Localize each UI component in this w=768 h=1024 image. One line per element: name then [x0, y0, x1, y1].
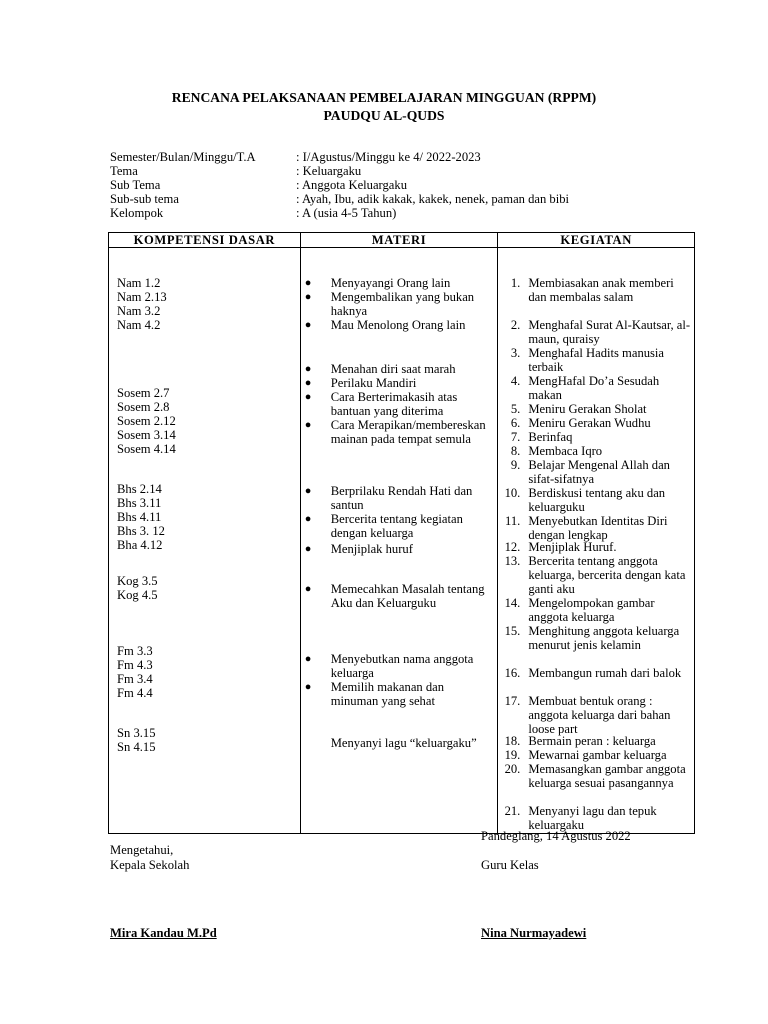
kegiatan-text: Menyanyi lagu dan tepuk keluargaku [528, 804, 657, 832]
bullet-icon: ● [304, 319, 312, 331]
kegiatan-number: 8. [510, 444, 521, 458]
materi-text: Mengembalikan yang bukan haknya [330, 290, 475, 318]
header-kegiatan: KEGIATAN [498, 233, 695, 248]
info-value: : Keluargaku [296, 164, 362, 178]
bullet-icon: ● [304, 681, 312, 693]
kegiatan-number: 7. [510, 430, 521, 444]
kegiatan-text: Meniru Gerakan Wudhu [528, 416, 651, 430]
kegiatan-text: Bercerita tentang anggota keluarga, bercerita dengan kata ganti aku [528, 554, 686, 596]
kegiatan-text: Berinfaq [528, 430, 573, 444]
kegiatan-text: Membangun rumah dari balok [528, 666, 682, 680]
kegiatan-text: Menghafal Hadits manusia terbaik [528, 346, 665, 374]
header-materi: MATERI [300, 233, 498, 248]
kegiatan-number: 6. [510, 416, 521, 430]
kegiatan-text: Belajar Mengenal Allah dan sifat-sifatnya [528, 458, 670, 486]
kd-item: Sosem 2.12 [117, 414, 176, 428]
info-value: : I/Agustus/Minggu ke 4/ 2022-2023 [296, 150, 481, 164]
kegiatan-text: Memasangkan gambar anggota keluarga sesuai pasangannya [528, 762, 686, 790]
materi-text: Memilih makanan dan minuman yang sehat [330, 680, 445, 708]
kegiatan-number: 11. [505, 514, 521, 528]
kegiatan-text: Meniru Gerakan Sholat [528, 402, 647, 416]
materi-text: Menyanyi lagu “keluargaku” [330, 736, 477, 750]
materi-text: Cara Merapikan/membereskan mainan pada tempat semula [330, 418, 486, 446]
kd-item: Sosem 2.7 [117, 386, 170, 400]
kd-item: Nam 4.2 [117, 318, 161, 332]
kegiatan-number: 4. [510, 374, 521, 388]
kd-item: Sn 4.15 [117, 740, 156, 754]
kegiatan-text: Bermain peran : keluarga [528, 734, 656, 748]
kd-item: Bhs 3. 12 [117, 524, 165, 538]
kegiatan-number: 9. [510, 458, 521, 472]
bullet-icon: ● [304, 277, 312, 289]
info-key: Semester/Bulan/Minggu/T.A [110, 150, 256, 164]
bullet-icon: ● [304, 583, 312, 595]
materi-text: Cara Berterimakasih atas bantuan yang diterima [330, 390, 458, 418]
kegiatan-number: 3. [510, 346, 521, 360]
kegiatan-number: 16. [504, 666, 521, 680]
kd-cell [109, 248, 301, 834]
bullet-icon: ● [304, 419, 312, 431]
kegiatan-text: Membuat bentuk orang : anggota keluarga dari bahan loose part [528, 694, 671, 736]
info-key: Tema [110, 164, 138, 178]
kegiatan-text: Mewarnai gambar keluarga [528, 748, 667, 762]
kegiatan-text: MengHafal Do’a Sesudah makan [528, 374, 660, 402]
info-key: Sub-sub tema [110, 192, 179, 206]
kepala-sekolah-label: Kepala Sekolah [110, 858, 190, 872]
school-name: PAUDQU AL-QUDS [323, 108, 445, 123]
materi-text: Menyebutkan nama anggota keluarga [330, 652, 474, 680]
bullet-icon: ● [304, 485, 312, 497]
info-value: : A (usia 4-5 Tahun) [296, 206, 397, 220]
materi-text: Menyayangi Orang lain [330, 276, 451, 290]
place-date: Pandeglang, 14 Agustus 2022 [481, 829, 631, 843]
materi-cell [300, 248, 498, 834]
kd-item: Nam 1.2 [117, 276, 161, 290]
kegiatan-number: 20. [504, 762, 521, 776]
kegiatan-text: Membaca Iqro [528, 444, 603, 458]
kegiatan-number: 10. [504, 486, 521, 500]
bullet-icon: ● [304, 653, 312, 665]
kd-item: Sosem 3.14 [117, 428, 176, 442]
table-header-row [109, 233, 695, 248]
kegiatan-text: Membiasakan anak memberi dan membalas salam [528, 276, 674, 304]
kd-item: Sosem 2.8 [117, 400, 170, 414]
materi-text: Menahan diri saat marah [330, 362, 456, 376]
kd-item: Fm 4.3 [117, 658, 153, 672]
table-body-row [109, 248, 695, 834]
kegiatan-number: 21. [504, 804, 521, 818]
kegiatan-number: 15. [504, 624, 521, 638]
kd-item: Sosem 4.14 [117, 442, 176, 456]
bullet-icon: ● [304, 513, 312, 525]
kd-item: Bhs 4.11 [117, 510, 162, 524]
materi-text: Menjiplak huruf [330, 542, 413, 556]
kd-item: Bhs 3.11 [117, 496, 162, 510]
kegiatan-number: 12. [504, 540, 521, 554]
kd-item: Nam 2.13 [117, 290, 167, 304]
bullet-icon: ● [304, 543, 312, 555]
kd-item: Nam 3.2 [117, 304, 161, 318]
info-value: : Ayah, Ibu, adik kakak, kakek, nenek, paman dan bibi [296, 192, 570, 206]
kegiatan-number: 2. [510, 318, 521, 332]
materi-text: Memecahkan Masalah tentang Aku dan Keluarguku [330, 582, 485, 610]
kepala-sekolah-name: Mira Kandau M.Pd [110, 926, 217, 940]
kegiatan-text: Berdiskusi tentang aku dan keluarguku [528, 486, 666, 514]
kegiatan-text: Menjiplak Huruf. [528, 540, 617, 554]
guru-kelas-label: Guru Kelas [481, 858, 539, 872]
bullet-icon: ● [304, 377, 312, 389]
kegiatan-text: Mengelompokan gambar anggota keluarga [528, 596, 655, 624]
kegiatan-number: 17. [504, 694, 521, 708]
kegiatan-text: Menghafal Surat Al-Kautsar, al-maun, quraisy [528, 318, 691, 346]
guru-kelas-name: Nina Nurmayadewi [481, 926, 587, 940]
kd-item: Sn 3.15 [117, 726, 156, 740]
document-title: RENCANA PELAKSANAAN PEMBELAJARAN MINGGUAN (RPPM) [171, 90, 597, 105]
kegiatan-text: Menyebutkan Identitas Diri dengan lengkap [528, 514, 668, 542]
kd-item: Fm 4.4 [117, 686, 153, 700]
kegiatan-number: 13. [504, 554, 521, 568]
info-value: : Anggota Keluargaku [296, 178, 407, 192]
kd-item: Fm 3.4 [117, 672, 153, 686]
kegiatan-text: Menghitung anggota keluarga menurut jenis kelamin [528, 624, 680, 652]
bullet-icon: ● [304, 363, 312, 375]
materi-text: Mau Menolong Orang lain [330, 318, 466, 332]
rppm-table [108, 232, 695, 834]
mengetahui-label: Mengetahui, [110, 843, 174, 857]
kegiatan-number: 19. [504, 748, 521, 762]
materi-text: Bercerita tentang kegiatan dengan keluarga [330, 512, 463, 540]
kegiatan-number: 5. [510, 402, 521, 416]
kegiatan-number: 18. [504, 734, 521, 748]
info-key: Sub Tema [110, 178, 161, 192]
kd-item: Kog 3.5 [117, 574, 158, 588]
header-kompetensi-dasar: KOMPETENSI DASAR [109, 233, 301, 248]
kd-item: Bhs 2.14 [117, 482, 162, 496]
kd-item: Kog 4.5 [117, 588, 158, 602]
bullet-icon: ● [304, 391, 312, 403]
kegiatan-number: 1. [510, 276, 521, 290]
kegiatan-number: 14. [504, 596, 521, 610]
materi-text: Perilaku Mandiri [330, 376, 417, 390]
kegiatan-cell [498, 248, 695, 834]
kd-item: Bha 4.12 [117, 538, 163, 552]
materi-text: Berprilaku Rendah Hati dan santun [330, 484, 473, 512]
info-key: Kelompok [110, 206, 164, 220]
bullet-icon: ● [304, 291, 312, 303]
kd-item: Fm 3.3 [117, 644, 153, 658]
